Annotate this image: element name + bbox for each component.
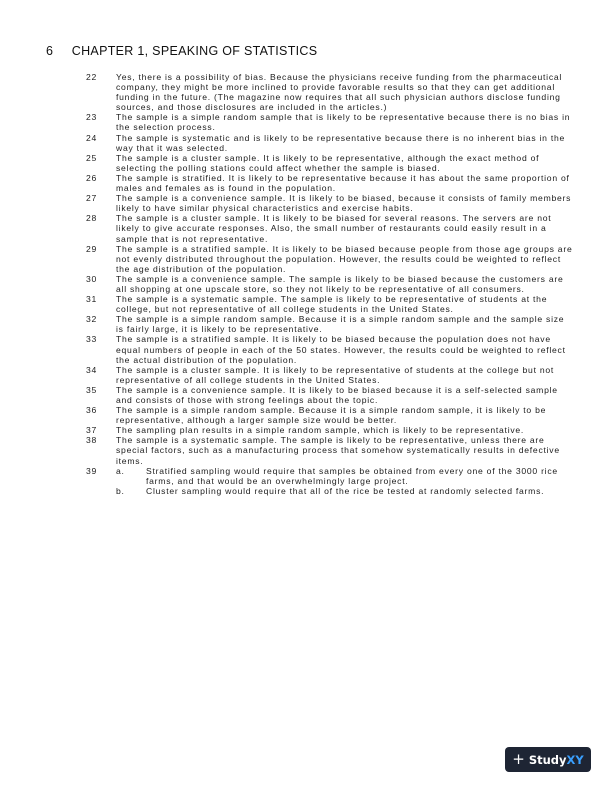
- answer-24: [86, 133, 574, 153]
- answer-36: [86, 405, 574, 425]
- answer-33: [86, 334, 574, 364]
- plus-icon: +: [512, 750, 525, 768]
- answer-number: 25: [86, 152, 98, 163]
- answer-number: 26: [86, 172, 98, 183]
- part-text: Cluster sampling would require that all of the rice be tested at randomly selected farms.: [146, 485, 545, 496]
- page-number: 6: [46, 44, 54, 58]
- part-text: Stratified sampling would require that samples be obtained from every one of the 3000 rice farms, and that would be an overwhelmingly large project.: [146, 465, 558, 486]
- answer-text: The sample is a stratified sample. It is likely to be biased because people from those age groups are not evenly distributed throughout the population. However, the results could be weighted to reflect the age distribution of the population.: [116, 243, 573, 274]
- answer-number: 33: [86, 334, 98, 345]
- answer-number: 23: [86, 112, 98, 123]
- answer-38: [86, 435, 574, 465]
- answer-text: The sample is a cluster sample. It is likely to be biased for several reasons. The servers are not likely to give accurate responses. Also, the small number of restaurants could easily result in a sample that is not representative.: [116, 213, 552, 244]
- answer-number: 28: [86, 213, 98, 224]
- answer-25: [86, 153, 574, 173]
- chapter-title: CHAPTER 1, SPEAKING OF STATISTICS: [71, 44, 318, 58]
- part-label: b.: [116, 485, 125, 496]
- page-header: [46, 44, 572, 58]
- answer-text: The sample is a systematic sample. The sample is likely to be representative of students at the college, but not representative of all college students in the United States.: [116, 294, 548, 315]
- answer-23: [86, 112, 574, 132]
- answer-text: The sample is a simple random sample. Because it is a simple random sample and the sample size is fairly large, it is likely to be representative.: [116, 314, 565, 335]
- answer-text: The sample is a cluster sample. It is likely to be representative of students at the college but not representative of all college students in the United States.: [116, 364, 555, 385]
- answer-22: [86, 72, 574, 112]
- answer-text: The sample is stratified. It is likely to be representative because it has about the same proportion of males and females as is found in the population.: [116, 172, 570, 194]
- answer-text: Yes, there is a possibility of bias. Because the physicians receive funding from the pharmaceutical company, they might be more inclined to provide favorable results so that they can get additional funding in the future. (The magazine now requires that all such physician authors disclose funding sources, and those disclosures are included in the articles.): [116, 72, 563, 113]
- answer-31: [86, 294, 574, 314]
- answer-number: 29: [86, 243, 98, 254]
- answer-number: 31: [86, 294, 98, 305]
- answer-number: 24: [86, 132, 98, 143]
- part-label: a.: [116, 465, 125, 476]
- answer-number: 27: [86, 193, 98, 204]
- answer-29: [86, 244, 574, 274]
- answer-26: [86, 173, 574, 193]
- answer-text: The sample is a simple random sample that is likely to be representative because there is no bias in the selection process.: [116, 112, 571, 133]
- answer-30: [86, 274, 574, 294]
- brand-name-study: Study: [528, 752, 567, 767]
- answer-text: The sample is a stratified sample. It is likely to be biased because the population does not have equal numbers of people in each of the 50 states. However, the results could be weighted to reflect the actual distribution of the population.: [116, 334, 566, 365]
- answer-35: [86, 385, 574, 405]
- answer-32: [86, 314, 574, 334]
- answer-34: [86, 365, 574, 385]
- answer-text: The sample is a simple random sample. Because it is a simple random sample, it is likely to be representative, although a larger sample size would be better.: [116, 405, 547, 426]
- answer-number: 39: [86, 465, 98, 476]
- answer-number: 37: [86, 425, 98, 436]
- answer-39: [86, 466, 574, 496]
- answer-number: 35: [86, 384, 98, 395]
- answer-parts: [116, 466, 574, 496]
- answer-number: 30: [86, 273, 98, 284]
- answer-part-a: [116, 466, 574, 486]
- answer-number: 22: [86, 72, 98, 82]
- answer-number: 32: [86, 314, 98, 325]
- answer-text: The sample is a convenience sample. The sample is likely to be biased because the customers are all shopping at one upscale store, so they not likely to be representative of all consumers.: [116, 273, 564, 294]
- answer-text: The sample is systematic and is likely to be representative because there is no inherent bias in the way that it was selected.: [116, 132, 566, 153]
- brand-name-xy: XY: [566, 752, 584, 767]
- answer-list: [86, 72, 574, 496]
- answer-28: [86, 213, 574, 243]
- answer-text: The sample is a convenience sample. It is likely to be biased, because it consists of family members likely to have similar physical characteristics and exercise habits.: [116, 193, 572, 214]
- answer-27: [86, 193, 574, 213]
- answer-text: The sample is a systematic sample. The sample is likely to be representative, unless there are special factors, such as a manufacturing process that somehow systematically results in defective items.: [116, 435, 560, 466]
- answer-number: 38: [86, 435, 98, 446]
- answer-number: 34: [86, 364, 98, 375]
- answer-text: The sample is a convenience sample. It is likely to be biased because it is a self-selected sample and consists of those with strong feelings about the topic.: [116, 384, 558, 405]
- answer-text: The sample is a cluster sample. It is likely to be representative, although the exact method of selecting the polling stations could affect whether the sample is biased.: [116, 152, 540, 173]
- studyxy-logo[interactable]: [505, 747, 591, 772]
- answer-text: The sampling plan results in a simple random sample, which is likely to be representative.: [116, 425, 525, 436]
- answer-part-b: [116, 486, 574, 496]
- answer-37: [86, 425, 574, 435]
- answer-number: 36: [86, 405, 98, 416]
